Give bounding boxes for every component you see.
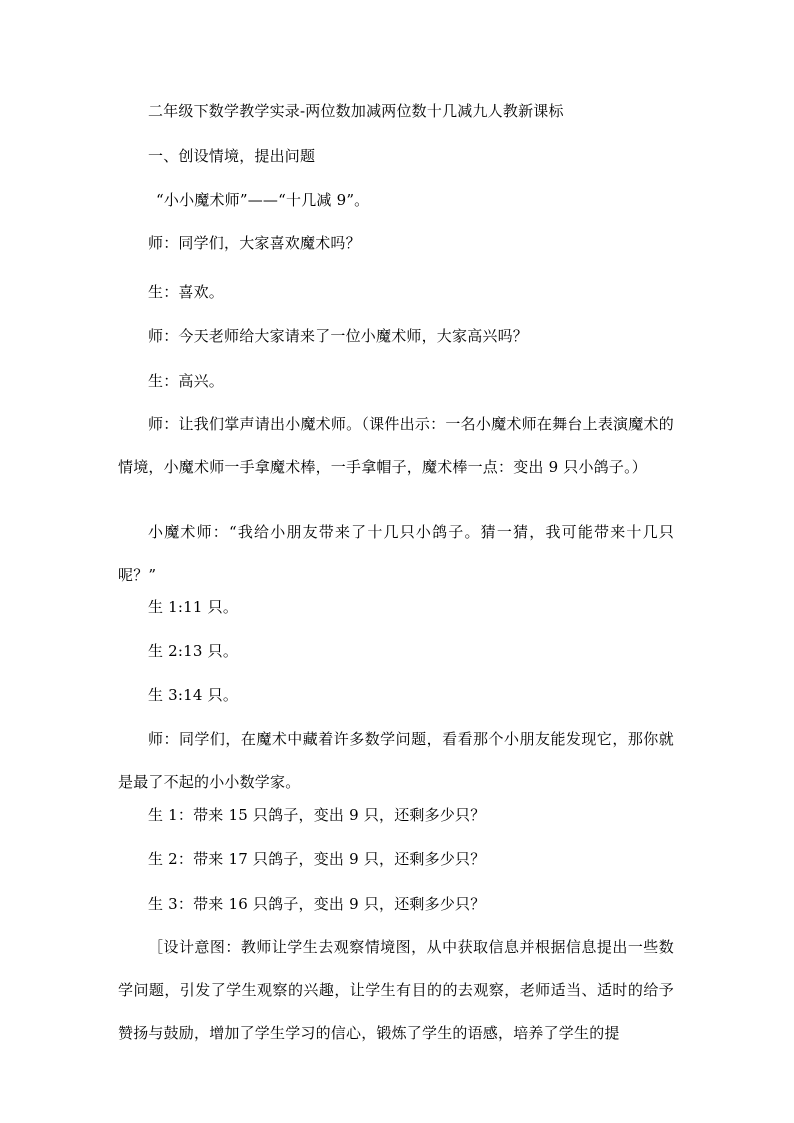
paragraph: 生 3:14 只。 xyxy=(148,686,239,704)
paragraph: 生 1：带来 15 只鸽子，变出 9 只，还剩多少只？ xyxy=(148,806,486,824)
paragraph: 师：今天老师给大家请来了一位小魔术师，大家高兴吗？ xyxy=(148,327,529,345)
paragraph: 生：喜欢。 xyxy=(148,283,225,301)
paragraph-multiline: 师：同学们，在魔术中藏着许多数学问题，看看那个小朋友能发现它，那你就是最了不起的小小数学家。 xyxy=(118,730,674,791)
paragraph: 生：高兴。 xyxy=(148,372,225,390)
paragraph: 生 2：带来 17 只鸽子，变出 9 只，还剩多少只？ xyxy=(148,850,486,868)
paragraph: 师：同学们，大家喜欢魔术吗？ xyxy=(148,234,361,252)
section-heading: 一、创设情境，提出问题 xyxy=(148,147,316,165)
paragraph: 生 1:11 只。 xyxy=(148,598,239,616)
paragraph: 生 3：带来 16 只鸽子，变出 9 只，还剩多少只？ xyxy=(148,895,486,913)
paragraph-multiline: 小魔术师：“我给小朋友带来了十几只小鸽子。猜一猜，我可能带来十几只呢？” xyxy=(118,523,674,584)
paragraph-intro: “小小魔术师”——“十几减 9”。 xyxy=(156,191,370,209)
paragraph-multiline: 师：让我们掌声请出小魔术师。（课件出示：一名小魔术师在舞台上表演魔术的情境，小魔术师一手拿魔术棒，一手拿帽子，魔术棒一点：变出 9 只小鸽子。） xyxy=(118,415,674,476)
design-intent-paragraph: ［设计意图：教师让学生去观察情境图，从中获取信息并根据信息提出一些数学问题，引发了学生观察的兴趣，让学生有目的的去观察，老师适当、适时的给予赞扬与鼓励，增加了学生学习的信心，锻炼了学生的语感，培养了学生的提 xyxy=(118,938,674,1042)
paragraph: 生 2:13 只。 xyxy=(148,642,239,660)
document-title: 二年级下数学教学实录-两位数加减两位数十几减九人教新课标 xyxy=(148,102,564,120)
